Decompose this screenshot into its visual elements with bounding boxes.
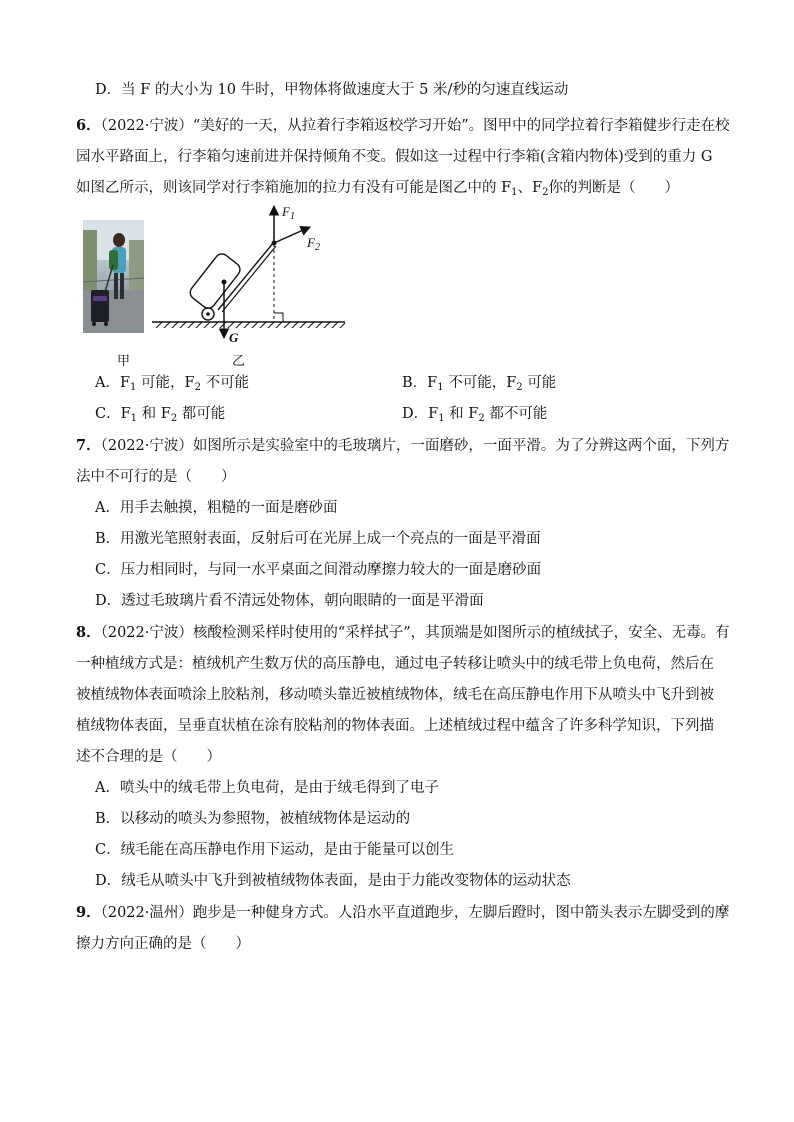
right-angle-mark — [274, 313, 283, 322]
q8-option-d: D．绒毛从喷头中飞升到被植绒物体表面，是由于力能改变物体的运动状态 — [95, 873, 571, 889]
q5-option-d: D．当 F 的大小为 10 牛时，甲物体将做速度大于 5 米/秒的匀速直线运动 — [95, 82, 569, 98]
q6-option-b: B．$F_1$ 不可能，$F_2$ 可能 — [402, 375, 557, 393]
q8-option-c: C．绒毛能在高压静电作用下运动，是由于能量可以创生 — [95, 842, 455, 858]
q8-stem-line2: 一种植绒方式是：植绒机产生数万伏的高压静电，通过电子转移让喷头中的绒毛带上负电荷，然后在 — [76, 656, 714, 672]
suitcase-body — [187, 251, 242, 311]
label-f2: $F_2$ — [307, 235, 320, 253]
q6-option-a: A．$F_1$ 可能，$F_2$ 不可能 — [95, 375, 250, 393]
q8-option-a: A．喷头中的绒毛带上负电荷，是由于绒毛得到了电子 — [95, 780, 439, 796]
q8-stem-line4: 植绒物体表面，呈垂直状植在涂有胶粘剂的物体表面。上述植绒过程中蕴含了许多科学知识，下列描 — [76, 718, 714, 734]
q7-option-d: D．透过毛玻璃片看不清远处物体，朝向眼睛的一面是平滑面 — [95, 593, 484, 609]
q6-photo-student-with-suitcase — [83, 220, 144, 333]
figure-caption-yi: 乙 — [232, 354, 246, 369]
q8-stem-line1: 8．（2022·宁波）核酸检测采样时使用的“采样拭子”，其顶端是如图所示的植绒拭子，安全、无毒。有 — [76, 624, 730, 641]
q7-option-b: B．用激光笔照射表面，反射后可在光屏上成一个亮点的一面是平滑面 — [95, 531, 541, 547]
q6-option-d: D．$F_1$ 和 $F_2$ 都不可能 — [402, 406, 548, 424]
q7-option-a: A．用手去触摸，粗糙的一面是磨砂面 — [95, 500, 338, 516]
label-f1: $F_1$ — [282, 204, 295, 222]
q7-stem-line1: 7．（2022·宁波）如图所示是实验室中的毛玻璃片，一面磨砂，一面平滑。为了分辨这两个面，下列方 — [76, 437, 730, 454]
q7-number: 7． — [76, 437, 101, 454]
suitcase-handle-rod-b — [222, 246, 276, 312]
q6-stem-line2: 园水平路面上，行李箱匀速前进并保持倾角不变。假如这一过程中行李箱(含箱内物体)受到的重力 G — [76, 149, 713, 165]
figure-caption-jia: 甲 — [117, 354, 131, 369]
q9-stem-line2: 擦力方向正确的是（ ） — [76, 936, 250, 952]
suitcase-handle-rod-a — [218, 242, 274, 310]
q9-stem-line1: 9．（2022·温州）跑步是一种健身方式。人沿水平直道跑步，左脚后蹬时，图中箭头表示左脚受到的摩 — [76, 904, 730, 921]
q6-stem-line1: 6．（2022·宁波）“美好的一天，从拉着行李箱返校学习开始”。图甲中的同学拉着行李箱健步行走在校 — [76, 117, 730, 134]
photo-illustration — [83, 220, 144, 333]
label-g: G — [229, 330, 239, 345]
q6-number: 6． — [76, 117, 101, 134]
q6-force-diagram — [150, 200, 350, 360]
q7-stem-line2: 法中不可行的是（ ） — [76, 469, 236, 485]
q6-option-c: C．$F_1$ 和 $F_2$ 都可能 — [95, 406, 226, 424]
force-arrow-f2 — [274, 227, 310, 243]
q6-stem-line3: 如图乙所示，则该同学对行李箱施加的拉力有没有可能是图乙中的 $F_1$、$F_2$你的判断是（ ） — [76, 180, 679, 198]
q8-number: 8． — [76, 624, 101, 641]
q9-number: 9． — [76, 904, 101, 921]
q8-stem-line5: 述不合理的是（ ） — [76, 749, 221, 765]
ground-hatching — [156, 322, 345, 328]
q7-option-c: C．压力相同时，与同一水平桌面之间滑动摩擦力较大的一面是磨砂面 — [95, 562, 542, 578]
q8-option-b: B．以移动的喷头为参照物，被植绒物体是运动的 — [95, 811, 411, 827]
q8-stem-line3: 被植绒物体表面喷涂上胶粘剂，移动喷头靠近被植绒物体，绒毛在高压静电作用下从喷头中飞升到被 — [76, 687, 714, 703]
